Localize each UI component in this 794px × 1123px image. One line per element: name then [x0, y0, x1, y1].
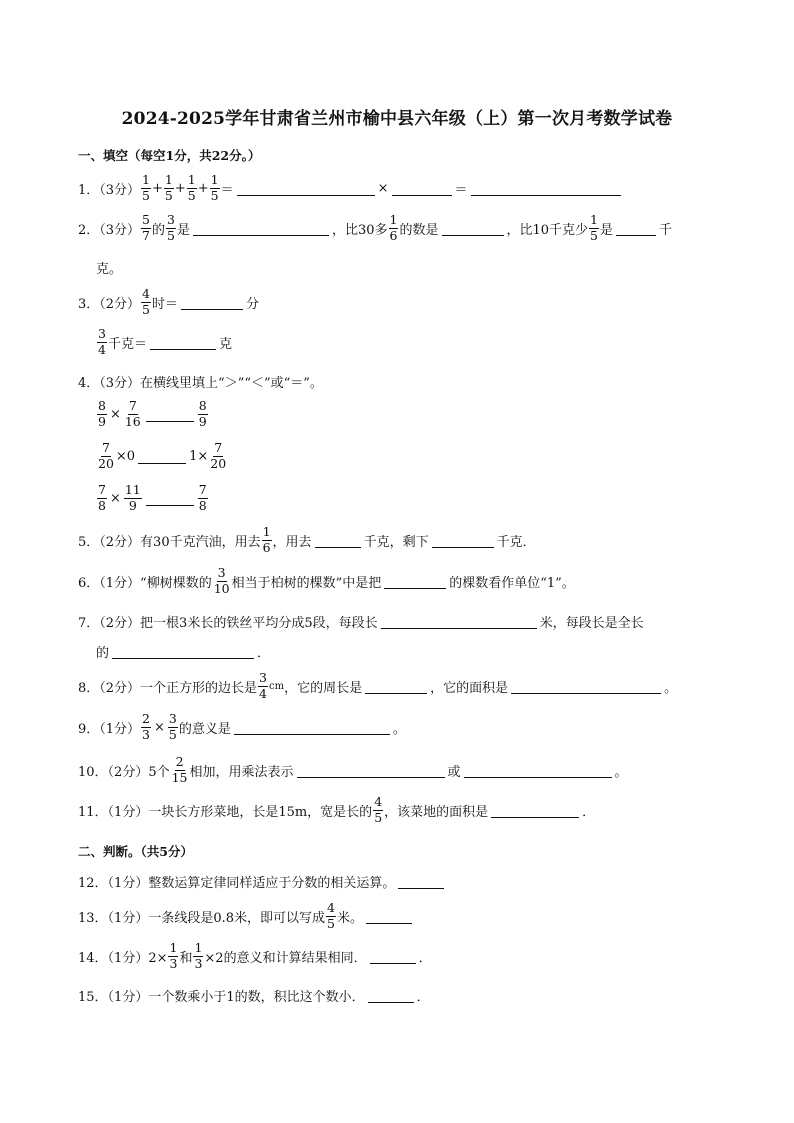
fraction-numerator: 1 [194, 940, 203, 955]
question-text: × [377, 180, 389, 196]
question-text: 千克，剩下 [363, 534, 429, 550]
question-text: ，用去 [272, 534, 312, 550]
fraction [258, 672, 268, 700]
fraction-numerator: 7 [98, 482, 106, 497]
fraction-numerator: 3 [217, 565, 226, 580]
fraction-numerator: 7 [101, 440, 110, 455]
fraction-denominator: 15 [171, 769, 188, 785]
question-6 [78, 567, 575, 595]
question-13 [78, 902, 415, 930]
question-text: 15．（1分）一个数乘小于1的数，积比这个数小． [78, 990, 365, 1005]
question-text: + [197, 180, 209, 196]
answer-blank[interactable] [370, 949, 416, 964]
answer-blank[interactable] [616, 221, 656, 236]
answer-blank[interactable] [150, 335, 216, 350]
fraction [589, 214, 599, 242]
question-text: 时＝ [152, 296, 179, 312]
question-8 [78, 672, 677, 700]
question-text: 是 [600, 222, 614, 238]
question-9 [78, 713, 406, 741]
fraction [209, 442, 227, 470]
fraction-numerator: 1 [169, 940, 178, 955]
fraction-denominator: 4 [98, 341, 106, 357]
fraction [187, 174, 197, 202]
question-text: 的棵数看作单位“1”。 [449, 575, 575, 591]
fraction [213, 567, 231, 595]
question-7-cont [96, 642, 270, 661]
question-1 [78, 174, 624, 202]
fraction-denominator: 10 [213, 580, 230, 596]
question-text: 的数是 [399, 222, 439, 238]
question-2-cont: 克。 [96, 262, 123, 277]
fraction [97, 442, 115, 470]
fraction [326, 902, 336, 930]
section-judge-heading: 二、判断。（共5分） [78, 844, 193, 859]
answer-blank[interactable] [491, 803, 579, 818]
fraction-numerator: 1 [262, 524, 271, 539]
question-text: 。 [664, 680, 678, 696]
question-text: ＝ [220, 182, 234, 198]
question-text: ． [582, 804, 596, 820]
fraction-denominator: 5 [168, 726, 177, 742]
fraction-denominator: 5 [187, 187, 196, 203]
fraction [168, 713, 178, 741]
fraction-denominator: 7 [142, 227, 150, 243]
fraction-numerator: 2 [142, 711, 150, 726]
fraction-numerator: 7 [198, 482, 207, 497]
fraction-denominator: 8 [98, 497, 106, 513]
question-text: 6．（1分）“柳树棵数的 [78, 575, 212, 591]
fraction-denominator: 6 [262, 539, 271, 555]
fraction-numerator: 1 [590, 212, 598, 227]
question-text: + [152, 180, 163, 196]
fraction-denominator: 5 [142, 187, 150, 203]
answer-blank[interactable] [146, 491, 194, 506]
question-text: 是 [176, 222, 190, 238]
question-text: 的意义是 [178, 721, 231, 737]
question-4: 4．（3分）在横线里填上“＞”“＜”或“＝”。 [78, 376, 323, 391]
question-text: 5．（2分）有30千克汽油，用去 [78, 534, 261, 550]
fraction [198, 484, 208, 512]
answer-blank[interactable] [392, 181, 452, 196]
question-3 [78, 288, 259, 316]
question-text: 千 [659, 222, 673, 238]
question-text: 或 [447, 764, 461, 780]
fraction-numerator: 1 [210, 172, 219, 187]
fraction-denominator: 3 [194, 955, 203, 971]
fraction-denominator: 5 [327, 915, 335, 931]
question-4c [96, 484, 209, 512]
question-text: 9．（1分） [78, 721, 141, 737]
fraction-denominator: 3 [142, 726, 150, 742]
answer-blank[interactable] [297, 763, 445, 778]
question-text: × [154, 719, 165, 735]
answer-blank[interactable] [368, 988, 414, 1003]
question-15 [78, 986, 430, 1005]
question-text: 2．（3分） [78, 222, 141, 238]
fraction [166, 214, 176, 242]
fraction-denominator: 5 [374, 809, 383, 825]
fraction [164, 174, 174, 202]
fraction [171, 756, 189, 784]
question-text: 克 [218, 336, 232, 352]
question-text: 相当于柏树的棵数”中是把 [231, 575, 382, 591]
question-text: 。 [392, 721, 406, 737]
answer-blank[interactable] [384, 574, 446, 589]
question-text: ． [257, 646, 271, 661]
question-text: × [109, 490, 121, 506]
question-number: 1．（3分） [78, 182, 141, 198]
question-text: 的 [96, 646, 110, 661]
answer-blank[interactable] [315, 533, 361, 548]
fraction [193, 942, 203, 970]
fraction [210, 174, 220, 202]
question-text: 3．（2分） [78, 296, 141, 312]
answer-blank[interactable] [366, 909, 412, 924]
answer-blank[interactable] [381, 614, 537, 629]
question-text: ，它的面积是 [430, 680, 509, 696]
fraction [124, 484, 142, 512]
fraction-denominator: 9 [128, 497, 137, 513]
question-text: + [174, 180, 186, 196]
fraction-denominator: 5 [142, 301, 150, 317]
answer-blank[interactable] [193, 221, 329, 236]
question-text: ，比10千克少 [506, 222, 589, 238]
fraction-numerator: 11 [124, 482, 141, 497]
answer-blank[interactable] [146, 407, 194, 422]
fraction-denominator: 20 [210, 455, 227, 471]
question-text: 11．（1分）一块长方形菜地，长是15m，宽是长的 [78, 804, 373, 820]
answer-blank[interactable] [138, 449, 186, 464]
fraction [373, 796, 383, 824]
question-text: 1× [189, 448, 209, 464]
question-text: ． [418, 950, 432, 966]
fraction-denominator: 5 [164, 187, 173, 203]
question-5 [78, 526, 536, 554]
answer-blank[interactable] [432, 533, 494, 548]
fraction [198, 400, 208, 428]
fraction-numerator: 3 [167, 212, 175, 227]
fraction-numerator: 4 [327, 900, 335, 915]
question-2 [78, 214, 672, 242]
question-text: 和 [179, 950, 193, 966]
question-4b [96, 442, 228, 470]
fraction-numerator: 4 [142, 286, 150, 301]
question-text: 相加，用乘法表示 [189, 764, 294, 780]
question-text: ＝ [454, 182, 468, 198]
question-text: 7．（2分）把一根3米长的铁丝平均分成5段，每段长 [78, 616, 378, 631]
fraction-numerator: 5 [142, 212, 150, 227]
fraction-denominator: 5 [590, 227, 598, 243]
question-text: ×2的意义和计算结果相同． [204, 950, 367, 966]
fraction [97, 400, 107, 428]
question-text: 14．（1分）2× [78, 950, 168, 966]
fraction-denominator: 9 [98, 413, 106, 429]
question-12 [78, 872, 447, 891]
question-text: 分 [246, 296, 260, 312]
fraction [141, 713, 151, 741]
answer-blank[interactable] [398, 874, 444, 889]
fraction-numerator: 1 [389, 212, 398, 227]
fraction [141, 214, 151, 242]
question-11 [78, 796, 595, 824]
question-text: × [109, 406, 121, 422]
question-3b [96, 328, 232, 356]
fraction-numerator: 1 [142, 172, 150, 187]
question-text: 8．（2分）一个正方形的边长是 [78, 680, 258, 696]
fraction-denominator: 8 [198, 497, 207, 513]
answer-blank[interactable] [181, 295, 243, 310]
answer-blank[interactable] [112, 644, 254, 659]
fraction-numerator: 7 [214, 440, 223, 455]
fraction-denominator: 16 [124, 413, 141, 429]
question-text: 。 [614, 764, 628, 780]
answer-blank[interactable] [237, 181, 375, 196]
fraction-numerator: 3 [168, 711, 177, 726]
fraction-numerator: 3 [259, 670, 267, 685]
question-14 [78, 942, 432, 970]
fraction-denominator: 4 [259, 685, 267, 701]
fraction [141, 174, 151, 202]
fraction-numerator: 7 [128, 398, 137, 413]
answer-blank[interactable] [464, 763, 612, 778]
answer-blank[interactable] [442, 221, 504, 236]
section-fill-heading: 一、填空（每空1分，共22分。） [78, 148, 261, 163]
fraction [168, 942, 178, 970]
fraction-denominator: 5 [210, 187, 219, 203]
question-text: cm [269, 680, 285, 692]
fraction [97, 484, 107, 512]
question-text: 的 [152, 222, 166, 238]
fraction-numerator: 8 [98, 398, 106, 413]
question-text: ． [416, 990, 430, 1005]
fraction-numerator: 2 [175, 754, 184, 769]
fraction-denominator: 6 [389, 227, 398, 243]
question-text: 千克． [496, 534, 536, 550]
question-10 [78, 756, 628, 784]
question-text: ×0 [115, 448, 136, 464]
fraction-denominator: 5 [167, 227, 175, 243]
fraction [141, 288, 151, 316]
question-text: 千克＝ [107, 336, 147, 352]
question-text: 13．（1分）一条线段是0.8米，即可以写成 [78, 910, 325, 926]
fraction [389, 214, 399, 242]
question-7 [78, 612, 644, 631]
fraction [124, 400, 142, 428]
fraction-numerator: 3 [98, 326, 106, 341]
answer-blank[interactable] [511, 679, 661, 694]
fraction [262, 526, 272, 554]
question-text: 10．（2分）5个 [78, 764, 170, 780]
fraction-denominator: 20 [98, 455, 114, 471]
page-title: 2024-2025学年甘肃省兰州市榆中县六年级（上）第一次月考数学试卷 [121, 109, 673, 129]
question-4a [96, 400, 209, 428]
question-text: ，它的周长是 [284, 680, 363, 696]
fraction-numerator: 8 [198, 398, 207, 413]
answer-blank[interactable] [471, 181, 621, 196]
fraction-numerator: 4 [374, 794, 383, 809]
fraction-numerator: 1 [187, 172, 196, 187]
answer-blank[interactable] [234, 720, 390, 735]
question-text: 米。 [336, 910, 363, 926]
answer-blank[interactable] [365, 679, 427, 694]
question-text: 米，每段长是全长 [539, 616, 644, 631]
fraction-denominator: 3 [169, 955, 178, 971]
question-text: ，该菜地的面积是 [384, 804, 489, 820]
fraction [97, 328, 107, 356]
question-text: 12．（1分）整数运算定律同样适应于分数的相关运算。 [78, 876, 396, 891]
fraction-numerator: 1 [164, 172, 173, 187]
question-text: ，比30多 [331, 222, 388, 238]
fraction-denominator: 9 [198, 413, 207, 429]
